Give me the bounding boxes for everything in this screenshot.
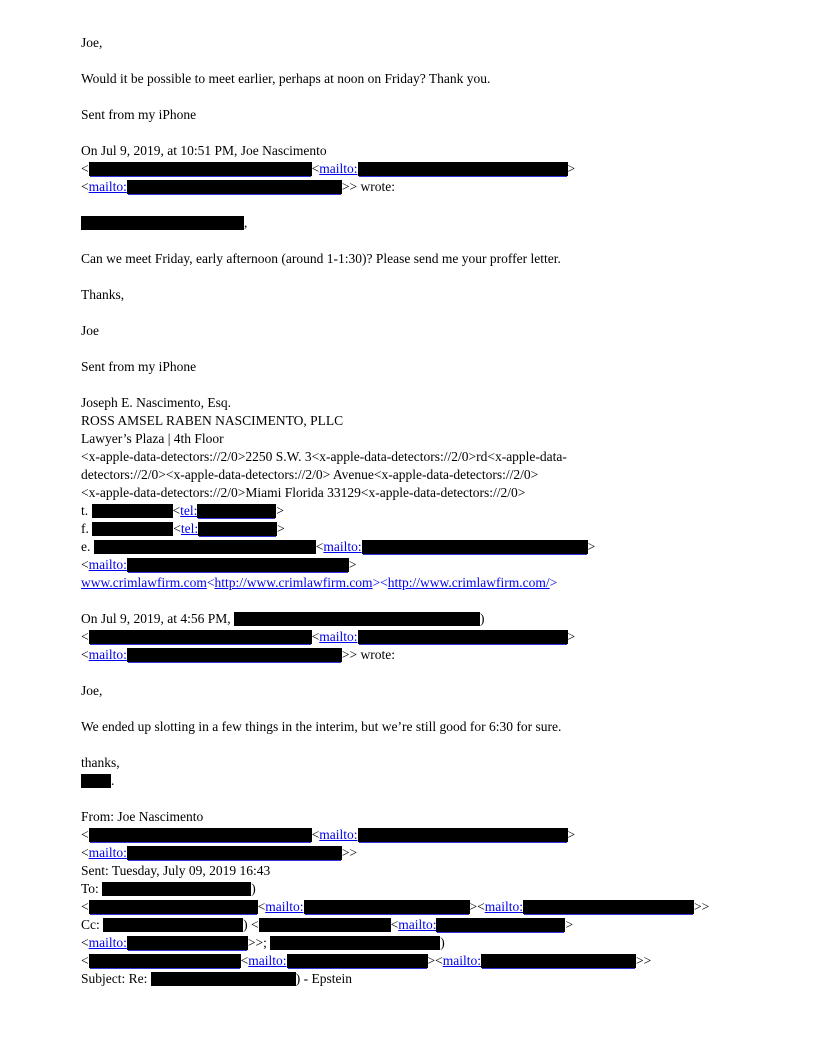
email-line [81, 700, 776, 718]
text-segment: Cc: [81, 917, 104, 932]
redaction-bar [304, 900, 470, 914]
email-line [81, 376, 776, 394]
text-segment: < [315, 539, 324, 554]
text-segment: < [311, 629, 320, 644]
email-line [81, 592, 776, 610]
email-line [81, 790, 776, 808]
text-segment: < [81, 827, 89, 842]
text-segment: >> [341, 845, 358, 860]
text-segment: Joseph E. Nascimento, Esq. [81, 395, 231, 410]
text-segment: < [173, 521, 181, 536]
text-segment: detectors://2/0><x-apple-data-detectors://2/0> Avenue<x-apple-data-detectors://2/0> [81, 467, 539, 482]
mailto-link[interactable]: mailto: [88, 557, 127, 572]
redaction-bar [198, 522, 277, 536]
url-link[interactable]: www.crimlawfirm.com [81, 575, 207, 590]
text-segment: >>; [247, 935, 271, 950]
email-line [81, 106, 776, 124]
text-segment: We ended up slotting in a few things in the interim, but we’re still good for 6:30 for sure. [81, 719, 562, 734]
email-line [81, 538, 776, 556]
mailto-link[interactable]: mailto: [319, 827, 358, 842]
text-segment: < [311, 161, 320, 176]
text-segment: . [111, 773, 115, 788]
email-line [81, 772, 776, 790]
text-segment: <x-apple-data-detectors://2/0>2250 S.W. 3<x-apple-data-detectors://2/0>rd<x-apple-data- [81, 449, 567, 464]
text-segment: On Jul 9, 2019, at 4:56 PM, [81, 611, 235, 626]
text-segment: < [81, 161, 89, 176]
email-line [81, 970, 776, 988]
text-segment: ) - Epstein [295, 971, 352, 986]
mailto-link[interactable]: mailto: [248, 953, 287, 968]
email-line [81, 610, 776, 628]
email-line [81, 160, 776, 178]
mailto-link[interactable]: mailto: [319, 629, 358, 644]
email-line [81, 484, 776, 502]
redaction-bar [127, 558, 349, 572]
email-line [81, 358, 776, 376]
text-segment: < [81, 629, 89, 644]
email-line [81, 394, 776, 412]
email-line [81, 502, 776, 520]
email-line [81, 34, 776, 52]
redaction-bar [197, 504, 276, 518]
text-segment: >> [693, 899, 710, 914]
email-line [81, 664, 776, 682]
redaction-bar [81, 774, 111, 788]
text-segment: > [567, 827, 576, 842]
email-line [81, 682, 776, 700]
email-line [81, 880, 776, 898]
text-segment: <x-apple-data-detectors://2/0>Miami Florida 33129<x-apple-data-detectors://2/0> [81, 485, 526, 500]
redaction-bar [481, 954, 636, 968]
redaction-bar [362, 540, 588, 554]
redaction-bar [523, 900, 694, 914]
email-line [81, 178, 776, 196]
text-segment: Lawyer’s Plaza | 4th Floor [81, 431, 224, 446]
text-segment: > [567, 629, 576, 644]
redaction-bar [234, 612, 480, 626]
mailto-link[interactable]: mailto: [88, 935, 127, 950]
redaction-bar [127, 846, 342, 860]
text-segment: ) [440, 935, 445, 950]
text-segment: From: Joe Nascimento [81, 809, 204, 824]
text-segment: To: [81, 881, 103, 896]
text-segment: t. [81, 503, 92, 518]
email-line [81, 574, 776, 592]
text-segment: thanks, [81, 755, 120, 770]
text-segment: >< [469, 899, 485, 914]
redaction-bar [127, 936, 248, 950]
email-line [81, 862, 776, 880]
email-line [81, 736, 776, 754]
email-line [81, 286, 776, 304]
text-segment: Subject: Re: [81, 971, 151, 986]
text-segment: < [257, 899, 266, 914]
text-segment: On Jul 9, 2019, at 10:51 PM, Joe Nascimento [81, 143, 327, 158]
text-segment: Joe, [81, 683, 103, 698]
redaction-bar [94, 540, 316, 554]
text-segment: Joe [81, 323, 99, 338]
text-segment: Thanks, [81, 287, 125, 302]
email-line [81, 322, 776, 340]
text-segment: < [81, 953, 89, 968]
email-line [81, 196, 776, 214]
text-segment: > [276, 503, 285, 518]
tel-link[interactable]: tel: [180, 503, 198, 518]
redaction-bar [89, 162, 312, 176]
email-line [81, 754, 776, 772]
link-bracket: > [549, 575, 558, 590]
mailto-link[interactable]: mailto: [88, 179, 127, 194]
redaction-bar [92, 504, 173, 518]
email-line [81, 718, 776, 736]
redaction-bar [127, 180, 342, 194]
text-segment: e. [81, 539, 94, 554]
email-line [81, 628, 776, 646]
text-segment: < [390, 917, 399, 932]
text-segment: >< [427, 953, 443, 968]
text-segment: f. [81, 521, 93, 536]
email-line [81, 520, 776, 538]
redaction-bar [259, 918, 391, 932]
link-bracket: >< [372, 575, 388, 590]
redaction-bar [358, 630, 568, 644]
email-line [81, 70, 776, 88]
url-link[interactable]: http://www.crimlawfirm.com/ [387, 575, 550, 590]
email-line [81, 88, 776, 106]
mailto-link[interactable]: mailto: [323, 539, 362, 554]
email-line [81, 646, 776, 664]
text-segment: Sent: Tuesday, July 09, 2019 16:43 [81, 863, 271, 878]
text-segment: < [172, 503, 181, 518]
text-segment: Can we meet Friday, early afternoon (around 1-1:30)? Please send me your proffer letter. [81, 251, 561, 266]
email-line [81, 952, 776, 970]
email-line [81, 214, 776, 232]
text-segment: > [567, 161, 576, 176]
email-line [81, 844, 776, 862]
redaction-bar [89, 900, 258, 914]
email-line [81, 430, 776, 448]
text-segment: > [277, 521, 285, 536]
email-line [81, 250, 776, 268]
mailto-link[interactable]: mailto: [88, 647, 127, 662]
redaction-bar [102, 882, 251, 896]
mailto-link[interactable]: mailto: [88, 845, 127, 860]
email-line [81, 304, 776, 322]
text-segment: ) [480, 611, 485, 626]
email-line [81, 466, 776, 484]
text-segment: < [81, 899, 89, 914]
text-segment: < [240, 953, 249, 968]
text-segment: , [244, 215, 248, 230]
text-segment: > [565, 917, 574, 932]
url-link[interactable]: http://www.crimlawfirm.com [214, 575, 373, 590]
redaction-bar [89, 954, 241, 968]
email-line [81, 142, 776, 160]
redaction-bar [81, 216, 244, 230]
text-segment: > [587, 539, 596, 554]
email-line [81, 412, 776, 430]
redaction-bar [103, 918, 243, 932]
tel-link[interactable]: tel: [180, 521, 199, 536]
text-segment: < [81, 179, 89, 194]
email-line [81, 340, 776, 358]
email-line [81, 898, 776, 916]
text-segment: < [81, 845, 89, 860]
text-segment: ) < [243, 917, 259, 932]
text-segment: >> [635, 953, 652, 968]
text-segment: Joe, [81, 35, 103, 50]
email-line [81, 556, 776, 574]
text-segment: < [311, 827, 320, 842]
email-line [81, 808, 776, 826]
text-segment: ROSS AMSEL RABEN NASCIMENTO, PLLC [81, 413, 344, 428]
text-segment: >> wrote: [341, 647, 395, 662]
email-line [81, 448, 776, 466]
mailto-link[interactable]: mailto: [398, 917, 437, 932]
email-line [81, 232, 776, 250]
text-segment: < [81, 647, 89, 662]
redaction-bar [358, 162, 568, 176]
email-line [81, 934, 776, 952]
text-segment: < [81, 557, 89, 572]
email-line [81, 916, 776, 934]
email-line [81, 124, 776, 142]
text-segment: ) [251, 881, 256, 896]
redaction-bar [92, 522, 173, 536]
email-line [81, 268, 776, 286]
redaction-bar [287, 954, 428, 968]
mailto-link[interactable]: mailto: [265, 899, 304, 914]
redaction-bar [358, 828, 568, 842]
text-segment: > [348, 557, 357, 572]
text-segment: >> wrote: [341, 179, 395, 194]
mailto-link[interactable]: mailto: [484, 899, 523, 914]
text-segment: < [81, 935, 89, 950]
redaction-bar [436, 918, 565, 932]
mailto-link[interactable]: mailto: [442, 953, 481, 968]
redaction-bar [89, 630, 312, 644]
email-document [81, 34, 776, 988]
email-line [81, 52, 776, 70]
redaction-bar [151, 972, 296, 986]
email-line [81, 826, 776, 844]
redaction-bar [127, 648, 342, 662]
text-segment: Sent from my iPhone [81, 107, 197, 122]
text-segment: Sent from my iPhone [81, 359, 197, 374]
text-segment: Would it be possible to meet earlier, perhaps at noon on Friday? Thank you. [81, 71, 491, 86]
link-bracket: < [206, 575, 215, 590]
redaction-bar [89, 828, 312, 842]
mailto-link[interactable]: mailto: [319, 161, 358, 176]
redaction-bar [270, 936, 440, 950]
